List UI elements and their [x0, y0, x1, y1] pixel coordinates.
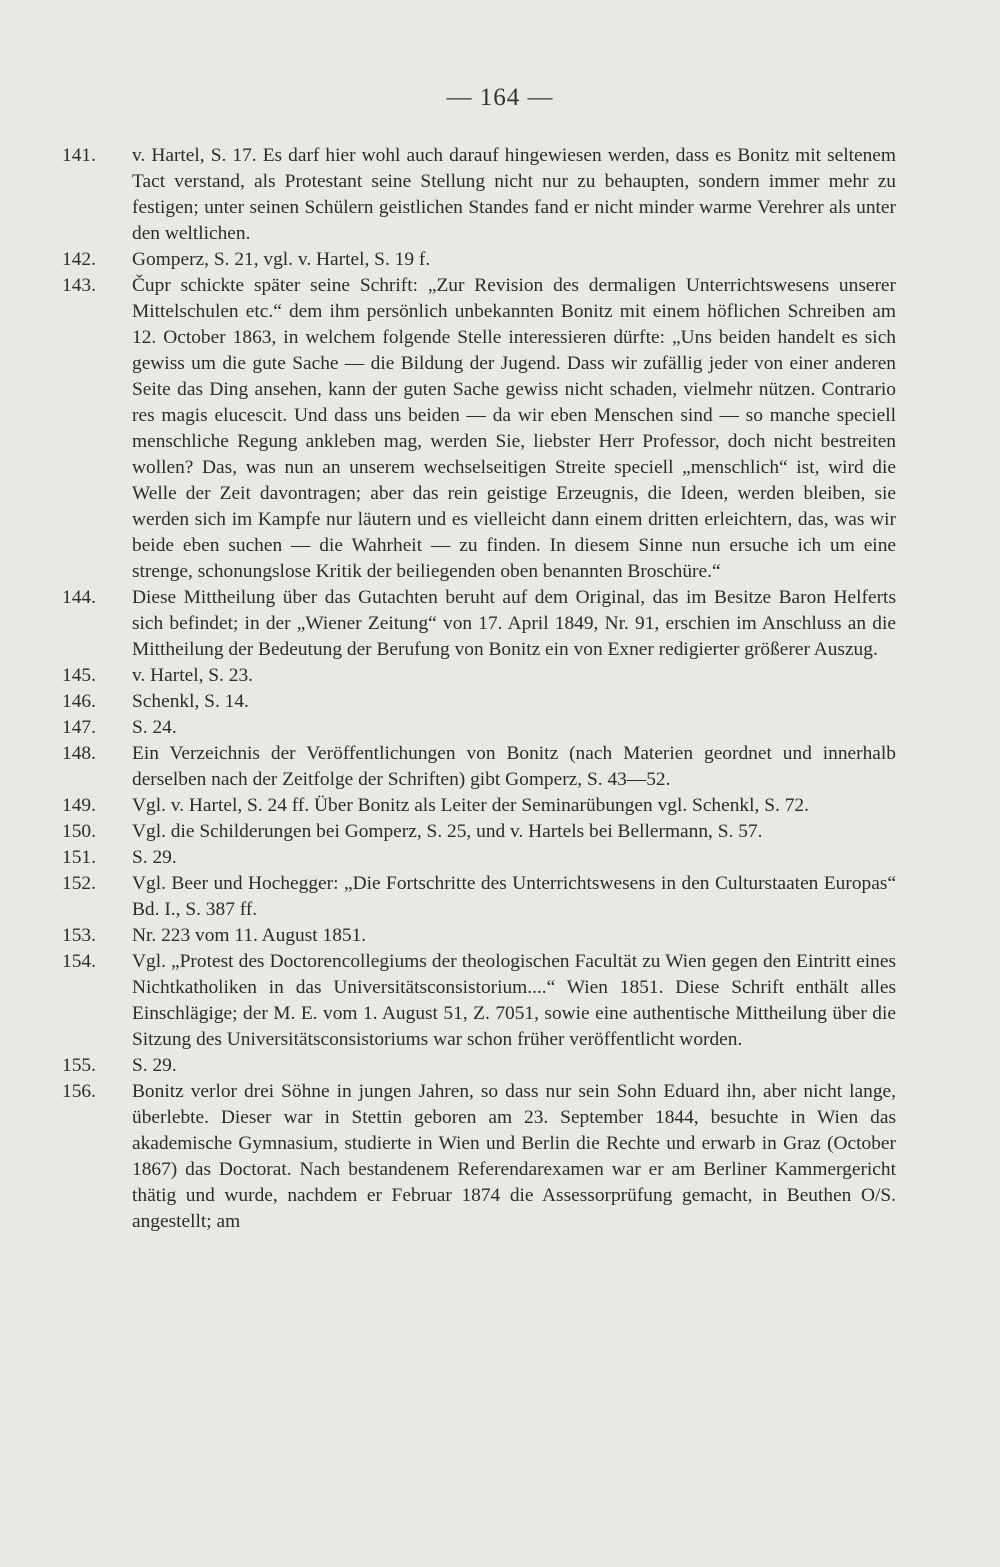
footnote-number: 155. — [62, 1055, 96, 1076]
footnote-text: S. 29. — [132, 847, 177, 868]
footnote-text: v. Hartel, S. 23. — [132, 665, 253, 686]
footnote-number: 150. — [62, 821, 96, 842]
footnotes-list — [62, 143, 896, 1235]
footnote-text: Ein Verzeichnis der Veröffentlichungen von Bonitz (nach Materien geordnet und innerhalb derselben nach der Zeitfolge der Schriften) gibt Gomperz, S. 43—52. — [132, 743, 896, 790]
page-number: — 164 — — [446, 84, 554, 111]
footnote-148 — [62, 741, 896, 793]
footnote-144 — [62, 585, 896, 663]
footnote-number: 151. — [62, 847, 96, 868]
footnote-150 — [62, 819, 896, 845]
footnote-number: 144. — [62, 587, 96, 608]
footnote-number: 152. — [62, 873, 96, 894]
footnote-147 — [62, 715, 896, 741]
footnote-text: Vgl. die Schilderungen bei Gomperz, S. 25, und v. Hartels bei Bellermann, S. 57. — [132, 821, 763, 842]
footnote-141 — [62, 143, 896, 247]
footnote-text: Diese Mittheilung über das Gutachten beruht auf dem Original, das im Besitze Baron Helferts sich befindet; in der „Wiener Zeitung“ von 17. April 1849, Nr. 91, erschien im Anschluss an die Mittheilung der Bedeutung der Berufung von Bonitz ein von Exner redigierter größerer Auszug. — [132, 587, 896, 660]
footnote-number: 147. — [62, 717, 96, 738]
footnote-146 — [62, 689, 896, 715]
footnote-text: v. Hartel, S. 17. Es darf hier wohl auch darauf hingewiesen werden, dass es Bonitz mit seltenem Tact verstand, als Protestant seine Stellung nicht nur zu behaupten, sondern immer mehr zu festigen; unter seinen Schülern geistlichen Standes fand er nicht minder warme Verehrer als unter den weltlichen. — [132, 145, 896, 244]
footnote-number: 153. — [62, 925, 96, 946]
footnote-number: 142. — [62, 249, 96, 270]
footnote-156 — [62, 1079, 896, 1235]
footnote-text: Schenkl, S. 14. — [132, 691, 249, 712]
footnote-number: 145. — [62, 665, 96, 686]
footnote-145 — [62, 663, 896, 689]
footnote-text: Gomperz, S. 21, vgl. v. Hartel, S. 19 f. — [132, 249, 431, 270]
footnote-number: 141. — [62, 145, 96, 166]
footnote-154 — [62, 949, 896, 1053]
footnote-text: Čupr schickte später seine Schrift: „Zur Revision des dermaligen Unterrichtswesens unserer Mittelschulen etc.“ dem ihm persönlich unbekannten Bonitz mit einem höflichen Schreiben am 12. October 1863, in welchem folgende Stelle interessieren dürfte: „Uns beiden handelt es sich gewiss um die gute Sache — die Bildung der Jugend. Dass wir zufällig jeder von einer anderen Seite das Ding ansehen, kann der guten Sache gewiss nicht schaden, vielmehr nützen. Contrario res magis elucescit. Und dass uns beiden — da wir eben Menschen sind — so manche speciell menschliche Regung ankleben mag, werden Sie, liebster Herr Professor, doch nicht bestreiten wollen? Das, was nun an unserem wechselseitigen Streite speciell „menschlich“ ist, wird die Welle der Zeit davontragen; aber das rein geistige Erzeugnis, die Ideen, werden bleiben, sie werden sich im Kampfe nur läutern und es vielleicht dann einem dritten erleichtern, das, was wir beide eben suchen — die Wahrheit — zu finden. In diesem Sinne nun ersuche ich um eine strenge, schonungslose Kritik der beiliegenden oben benannten Broschüre.“ — [132, 275, 896, 582]
footnote-number: 149. — [62, 795, 96, 816]
footnote-number: 156. — [62, 1081, 96, 1102]
footnote-text: S. 29. — [132, 1055, 177, 1076]
footnote-number: 146. — [62, 691, 96, 712]
footnote-152 — [62, 871, 896, 923]
footnote-142 — [62, 247, 896, 273]
footnote-153 — [62, 923, 896, 949]
footnote-text: Vgl. Beer und Hochegger: „Die Fortschritte des Unterrichtswesens in den Culturstaaten Europas“ Bd. I., S. 387 ff. — [132, 873, 896, 920]
footnote-text: Bonitz verlor drei Söhne in jungen Jahren, so dass nur sein Sohn Eduard ihn, aber nicht lange, überlebte. Dieser war in Stettin geboren am 23. September 1844, besuchte in Wien das akademische Gymnasium, studierte in Wien und Berlin die Rechte und erwarb in Graz (October 1867) das Doctorat. Nach bestandenem Referendarexamen war er am Berliner Kammergericht thätig und wurde, nachdem er Februar 1874 die Assessorprüfung gemacht, in Beuthen O/S. angestellt; am — [132, 1081, 896, 1232]
footnote-number: 148. — [62, 743, 96, 764]
footnote-number: 154. — [62, 951, 96, 972]
footnote-155 — [62, 1053, 896, 1079]
footnote-143 — [62, 273, 896, 585]
footnote-151 — [62, 845, 896, 871]
footnote-text: Nr. 223 vom 11. August 1851. — [132, 925, 367, 946]
footnote-text: S. 24. — [132, 717, 177, 738]
footnote-number: 143. — [62, 275, 96, 296]
footnote-text: Vgl. „Protest des Doctorencollegiums der theologischen Facultät zu Wien gegen den Eintritt eines Nichtkatholiken in das Universitätsconsistorium....“ Wien 1851. Diese Schrift enthält alles Einschlägige; der M. E. vom 1. August 51, Z. 7051, sowie eine authentische Mittheilung über die Sitzung des Universitätsconsistoriums war schon früher veröffentlicht worden. — [132, 951, 896, 1050]
footnote-text: Vgl. v. Hartel, S. 24 ff. Über Bonitz als Leiter der Seminarübungen vgl. Schenkl, S. 72. — [132, 795, 809, 816]
footnote-149 — [62, 793, 896, 819]
